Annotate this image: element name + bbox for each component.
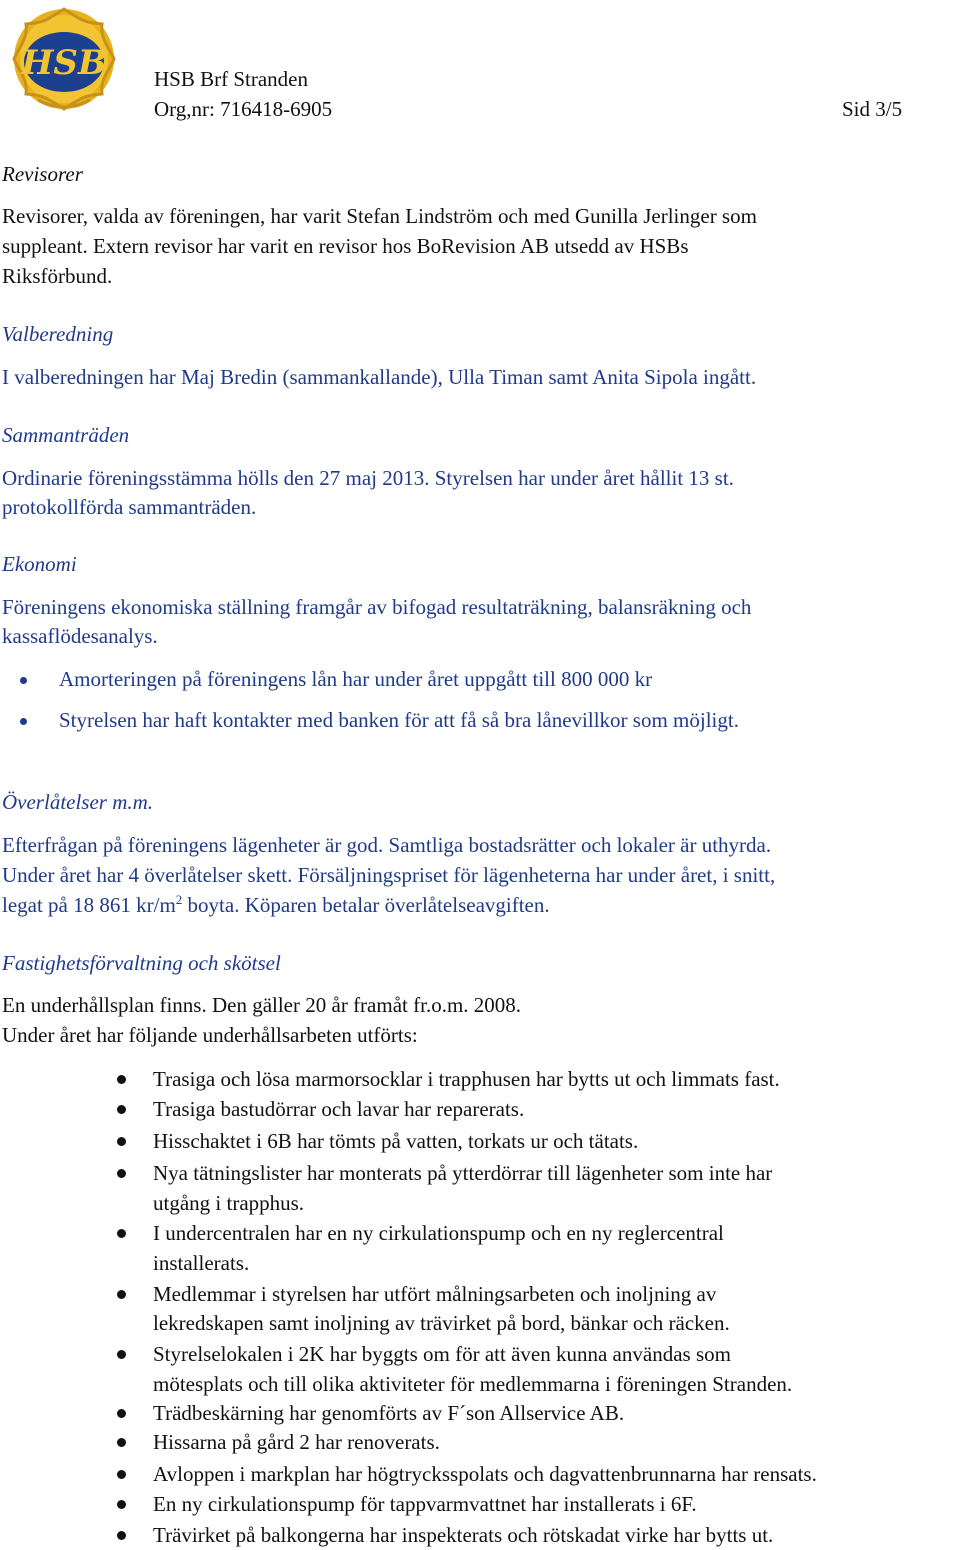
org-number: Org,nr: 716418-6905 (154, 97, 333, 121)
bullet-icon (117, 1075, 126, 1084)
paragraph-line: En underhållsplan finns. Den gäller 20 år framåt fr.o.m. 2008. (2, 993, 522, 1017)
list-item-continuation: mötesplats och till olika aktiviteter för medlemmarna i föreningen Stranden. (153, 1372, 793, 1396)
bullet-icon (117, 1229, 126, 1238)
list-item: Styrelsen har haft kontakter med banken för att få så bra lånevillkor som möjligt. (59, 708, 739, 732)
bullet-icon (117, 1105, 126, 1114)
text-segment: boyta. Köparen betalar överlåtelseavgiften. (182, 893, 550, 917)
bullet-icon (117, 1169, 126, 1178)
paragraph-line: Under året har följande underhållsarbeten utförts: (2, 1023, 418, 1047)
bullet-icon (117, 1531, 126, 1540)
bullet-icon (117, 1350, 126, 1359)
section-heading-overlatelser: Överlåtelser m.m. (2, 790, 154, 814)
bullet-icon (117, 1438, 126, 1447)
paragraph-line: Föreningens ekonomiska ställning framgår av bifogad resultaträkning, balansräkning och (2, 595, 752, 619)
list-item: Amorteringen på föreningens lån har under året uppgått till 800 000 kr (59, 667, 653, 691)
svg-text:HSB: HSB (21, 43, 107, 83)
bullet-icon (117, 1137, 126, 1146)
bullet-icon (20, 677, 27, 684)
section-heading-sammantraden: Sammanträden (2, 423, 130, 447)
page-number: Sid 3/5 (842, 97, 903, 121)
section-heading-fastighet: Fastighetsförvaltning och skötsel (2, 951, 281, 975)
section-heading-revisorer: Revisorer (2, 162, 83, 186)
paragraph-line: Ordinarie föreningsstämma hölls den 27 maj 2013. Styrelsen har under året hållit 13 st. (2, 466, 734, 490)
list-item: I undercentralen har en ny cirkulationspump och en ny reglercentral (153, 1221, 724, 1245)
paragraph-line: protokollförda sammanträden. (2, 495, 257, 519)
paragraph-line: Under året har 4 överlåtelser skett. Försäljningspriset för lägenheterna har under året, i snitt, (2, 863, 776, 887)
paragraph-line: Efterfrågan på föreningens lägenheter är god. Samtliga bostadsrätter och lokaler är uthyrda. (2, 833, 772, 857)
org-name: HSB Brf Stranden (154, 67, 308, 91)
superscript: 2 (175, 892, 183, 907)
bullet-icon (117, 1470, 126, 1479)
paragraph-line: I valberedningen har Maj Bredin (sammankallande), Ulla Timan samt Anita Sipola ingått. (2, 365, 757, 389)
list-item: Hissarna på gård 2 har renoverats. (153, 1430, 440, 1454)
list-item: Styrelselokalen i 2K har byggts om för att även kunna användas som (153, 1342, 731, 1366)
list-item-continuation: utgång i trapphus. (153, 1191, 305, 1215)
section-heading-valberedning: Valberedning (2, 322, 114, 346)
paragraph-line: suppleant. Extern revisor har varit en revisor hos BoRevision AB utsedd av HSBs (2, 234, 689, 258)
paragraph-line: Revisorer, valda av föreningen, har varit Stefan Lindström och med Gunilla Jerlinger som (2, 204, 757, 228)
text-segment: legat på 18 861 kr/m (2, 893, 176, 917)
section-heading-ekonomi: Ekonomi (2, 552, 77, 576)
list-item: Hisschaktet i 6B har tömts på vatten, torkats ur och tätats. (153, 1129, 639, 1153)
bullet-icon (117, 1409, 126, 1418)
list-item: Avloppen i markplan har högtrycksspolats och dagvattenbrunnarna har rensats. (153, 1462, 817, 1486)
list-item: Trädbeskärning har genomförts av F´son Allservice AB. (153, 1401, 625, 1425)
bullet-icon (117, 1290, 126, 1299)
list-item: Nya tätningslister har monterats på ytterdörrar till lägenheter som inte har (153, 1161, 773, 1185)
paragraph-line (2, 890, 550, 920)
list-item: Medlemmar i styrelsen har utfört målningsarbeten och inoljning av (153, 1282, 717, 1306)
list-item-continuation: lekredskapen samt inoljning av trävirket på bord, bänkar och räcken. (153, 1311, 730, 1335)
list-item: Trasiga och lösa marmorsocklar i trapphusen har bytts ut och limmats fast. (153, 1067, 780, 1091)
hsb-logo (4, 4, 124, 119)
list-item: Trävirket på balkongerna har inspekterats och rötskadat virke har bytts ut. (153, 1523, 774, 1547)
list-item: En ny cirkulationspump för tappvarmvattnet har installerats i 6F. (153, 1492, 697, 1516)
bullet-icon (117, 1500, 126, 1509)
bullet-icon (20, 718, 27, 725)
list-item: Trasiga bastudörrar och lavar har reparerats. (153, 1097, 525, 1121)
list-item-continuation: installerats. (153, 1251, 250, 1275)
paragraph-line: kassaflödesanalys. (2, 624, 158, 648)
paragraph-line: Riksförbund. (2, 264, 113, 288)
